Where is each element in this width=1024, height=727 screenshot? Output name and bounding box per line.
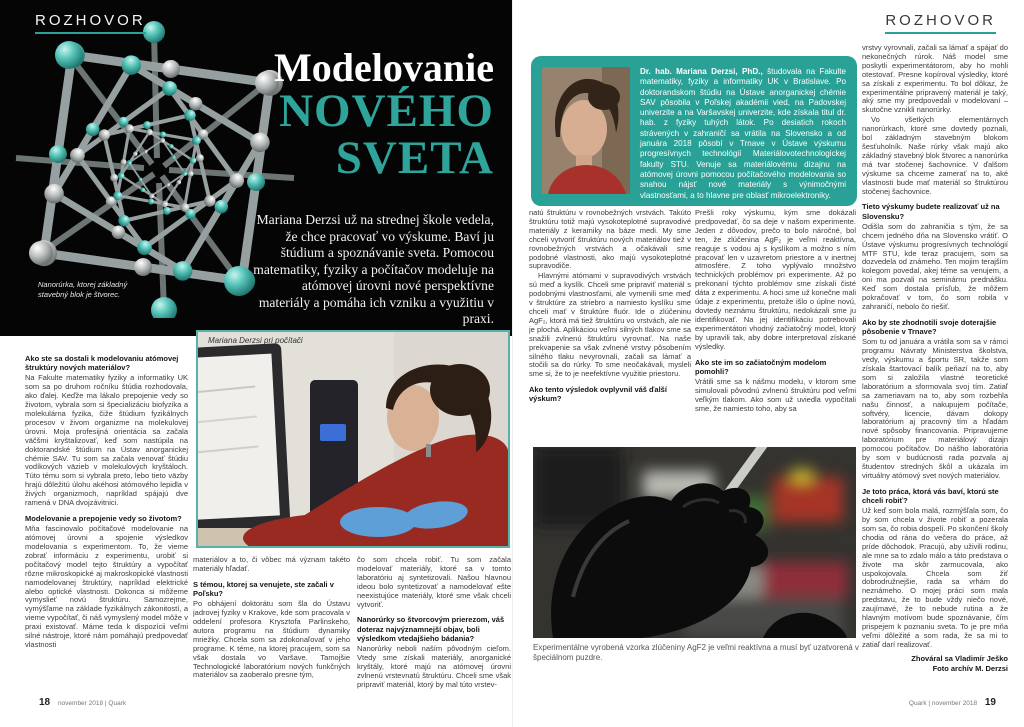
question: S témou, ktorej sa venujete, ste začali v Poľsku? <box>193 579 334 599</box>
byline-author: Zhováral sa Vladimír Ješko <box>911 653 1008 663</box>
bio-photo <box>542 67 630 194</box>
bio-description: študovala na Fakulte matematiky, fyziky a informatiky UK v Bratislave. Po doktorandskom štúdiu na Ústave anorganickej chémie SAV pôsobila v Poľskej akadémii vied, na Padovskej univerzite a na Varšavskej univerzite, kde získala titul dr. hab. z fyziky tuhých látok. Po desiatich rokoch strávených v zahraničí sa vrátila na Slovensko a od januára 2018 pôsobí v Trnave v Ústave výskumu progresívnych technológií Materiálovotechnologickej fakulty STU. Venuje sa materiálovému dizajnu na atómovej úrovni pomocou počítačového modelovania so snahou nájsť nové materiály s výnimočnými vlastnosťami, a to hlavne pre oblasť mikroelektroniky. <box>640 67 846 200</box>
answer: Vo všetkých elementárnych nanorúrkach, ktoré sme dovtedy poznali, bol základným stavebným blokom šesťuholník. Naše rúrky však majú ako základný stavebný blok štvorec a nanorúrka má tvar stočenej šachovnice. V ďalšom výskume sa chceme zamerať na to, aké vlastnosti bude mať materiál so štruktúrou stočenej šachovnice. <box>862 115 1008 196</box>
article-title-line3: SVETA <box>335 132 494 184</box>
question: Ako by ste zhodnotili svoje doterajšie pôsobenie v Trnave? <box>862 317 997 337</box>
question: Ako ste sa dostali k modelovaniu atómovej štruktúry nových materiálov? <box>25 354 179 373</box>
question: Tieto výskumy budete realizovať už na Slovensku? <box>862 202 1000 221</box>
question: Ako tento výsledok ovplyvnil váš ďalší výskum? <box>529 385 667 404</box>
answer: Na Fakulte matematiky fyziky a informatiky UK som sa po druhom ročníku štúdia rozhodovala, ako ďalej. Keďže ma lákalo prepojenie vedy so životom, vybrala som si špecializáciu biofyzika a molekulárna fyzika, čiže štúdium fyzikálnych procesov v živom organizme na molekulovej úrovni. Moja profesijná orientácia sa začala väčšmi kryštalizovať, keď som nastúpila na doktorandské štúdium na Ústav anorganickej chémie SAV. Tu som sa začala venovať štúdiu vodíkových väzieb v molekulových kryštáloch. Túto tému som si vybrala preto, lebo tieto väzby hrajú dôležitú úlohu akéhosi atómového lepidla v živých organizmoch, napríklad spájajú dve ramená v DNA dvojzávitnici. <box>25 373 188 508</box>
footer-text-left: november 2018 | Quark <box>57 700 127 707</box>
article-title-line2: NOVÉHO <box>279 85 494 137</box>
answer: Hlavnými atómami v supravodivých vrstvách sú meď a kyslík. Chceli sme pripraviť materiál s podobnými vlastnosťami, ale vymenili sme meď v štruktúre za striebro a namiesto kyslíku sme chceli mať v štruktúre fluór. Ide o zlúčeninu AgF₂, ktorá má tiež štruktúru vo vrstvách, ale nie je plochá. Aplikáciou veľmi silných tlakov sme sa snažili zvlnenú štruktúru vyrovnať. Na naše prekvapenie sa však zvlnené vrstvy pôsobením silného tlaku nevyrovnali, začali sa lámať a stočili sa do rúrky. To sme neočakávali, mysleli sme si, že to je neefektívne využitie priestoru. <box>529 271 691 379</box>
left-column-2 <box>193 556 350 696</box>
answer-continued: materiálov a to, či vôbec má význam takéto materiály hľadať. <box>193 556 350 573</box>
article-title <box>274 45 494 184</box>
section-kicker-left: ROZHOVOR <box>35 12 146 34</box>
question: Nanorúrky so štvorcovým prierezom, váš doteraz najvýznamnejší objav, boli výsledkom vtedajšieho bádania? <box>357 615 505 643</box>
answer-continued: natú štruktúru v rovnobežných vrstvách. Takúto štruktúru totiž majú vysokoteplotné supravodivé materiály z keramiky na báze medi. My sme chceli vytvoriť štruktúru nových materiálov tiež v rovnobežných vrstvách a očakávali sme podobné vlastnosti, ako majú vysokoteplotné supravodiče. <box>529 209 691 271</box>
photo-gloved-hand-sample <box>533 447 856 638</box>
photo-gloved-hand-caption: Experimentálne vyrobená vzorka zlúčeniny AgF2 je veľmi reaktívna a musí byť uzatvorená v špeciálnom puzdre. <box>533 643 859 662</box>
answer: Odišla som do zahraničia s tým, že sa chcem jedného dňa na Slovensko vrátiť. O Ústave výskumu progresívnych technológií MTF STU, kde teraz pracujem, som sa dozvedela od známeho. Ten mojim terajším kolegom povedal, akej téme sa venujem, a oni ma pozvali na seminárnu prednášku. Keď som dostala prísľub, že môžem pokračovať v tom, čo som robila v zahraničí, nebolo čo riešiť. <box>862 221 1008 311</box>
left-column-3 <box>357 556 511 696</box>
photo-mariana-computer <box>196 330 510 548</box>
answer: Vrátili sme sa k nášmu modelu, v ktorom sme simulovali pôvodnú zvlnenú štruktúru pod veľmi veľkým tlakom. Ako som už uviedla vypočítali sme, že namiesto toho, aby sa <box>695 376 856 413</box>
answer: Nanorúrky neboli naším pôvodným cieľom. Vtedy sme získali materiály, anorganické kryštály, ktoré majú na atómovej úrovni zvlnenú vrstevnatú štruktúru. Chceli sme však pripraviť materiál, ktorý by mal túto vrstev- <box>357 644 511 689</box>
section-kicker-right: ROZHOVOR <box>885 12 996 34</box>
page-right <box>512 0 1024 727</box>
right-column-3 <box>862 44 1008 696</box>
page-number-right: 19 <box>984 697 996 708</box>
bio-portrait-image <box>542 67 630 194</box>
left-column-1 <box>25 354 188 694</box>
page-number-left: 18 <box>39 697 51 708</box>
answer: Prešli roky výskumu, kým sme dokázali predpovedať, čo sa deje v našom experimente. Jeden z dôvodov, prečo to bolo náročné, bol ten, že zlúčenina AgF₂ je veľmi reaktívna, reaguje s vodou aj s kyslíkom a možno s ním pracovať len v uzavretom priestore a v inertnej atmosfére. Z toho vyplývalo množstvo technických problémov pri experimente. Až po prekonaní týchto problémov sme získali čisté dáta z experimentu. A hoci sme už konečne mali údaje z experimentu, pretože išlo o úplne novú, dovtedy neznámu štruktúru, nedokázali sme ju identifikovať. Na jej identifikáciu potrebovali experimentátori vhodný začiatočný model, ktorý by upravili tak, aby dobre interpretoval získané výsledky. <box>695 209 856 351</box>
hero-black-panel <box>0 0 512 336</box>
article-lede: Mariana Derzsi už na strednej škole vedela, že chce pracovať vo výskume. Baví ju štúdium a spoznávanie sveta. Pomocou matematiky, fyziky a počítačov modeluje na atómovej úrovni nové perspektívne materiály a pomáha ich vzniku a využitiu v praxi. <box>253 212 494 327</box>
bio-text <box>640 67 846 200</box>
photo-mariana-computer-image <box>198 332 508 546</box>
byline-photo-credit: Foto archív M. Derzsi <box>932 663 1008 673</box>
question: Ako ste im so začiatočným modelom pomohli? <box>695 357 827 376</box>
footer-right <box>909 697 1002 708</box>
article-title-line1: Modelovanie <box>274 45 494 90</box>
bio-name: Dr. hab. Mariana Derzsi, PhD., <box>640 67 763 76</box>
question: Je toto práca, ktorá vás baví, ktorú ste chceli robiť? <box>862 486 999 505</box>
answer: Už keď som bola malá, rozmýšľala som, čo by som chcela v živote robiť a pozerala som sa, čo robia dospelí. Po skončení školy chodia od rána do večera do práce, až príde dôchodok. Pracujú, aby uživili rodinu, ale mne sa to zdalo málo a táto predstava o živote ma skôr zarmucovala, ako uspokojovala. Chcela som žiť dobrodružnejšie, rada sa vrhám do neznámeho. O mojej práci som mala predstavu, že to bude vždy niečo nové, zaujímavé, že to nebude rutina a že hlavným motívom bude spoznávanie, čím prispejem k poznaniu sveta. To je pre mňa veľmi dôležité a som rada, že sa mi to zatiaľ darí realizovať. <box>862 506 1008 649</box>
answer: Mňa fascinovalo počítačové modelovanie na atómovej úrovni a spojenie výsledkov modelovania s experimentom. To, že vieme zobrať informáciu z experimentu, urobiť si počítačový model tejto štruktúry a vypočítať rôzne mikroskopické aj makroskopické vlastnosti namodelovanej štruktúry, napríklad elektrické alebo optické vlastnosti. Dokonca si môžeme vymyslieť novú štruktúru. Samozrejme, vymýšľame na základe fyzikálnych zákonitostí, a vieme vypočítať, či náš vymyslený model môže v praxi existovať. Máme teda k dispozícii veľmi silné nástroje, ktoré nám pomáhajú predpovedať vlastnosti <box>25 524 188 649</box>
right-column-2 <box>695 209 856 449</box>
bio-box <box>531 56 857 206</box>
nanotube-caption: Nanorúrka, ktorej základný stavebný blok je štvorec. <box>38 280 128 299</box>
answer: Po obhájení doktorátu som šla do Ústavu jadrovej fyziky v Krakove, kde som pracovala v oddelení profesora Krysztofa Parlinskeho, autora programu na štúdium dynamiky mriežky. Chcela som sa zdokonaľovať v jeho programe. K téme, na ktorej pracujem, som sa však dostala vo Varšave. Tamojšie Technologické laboratórium nových funkčných materiálov sa zaoberalo presne tým, <box>193 599 350 680</box>
answer-continued: čo som chcela robiť. Tu som začala modelovať materiály, ktoré sa v tomto laboratóriu aj syntetizovali. Našou hlavnou ideou bolo syntetizovať a namodelovať ešte neexistujúce materiály, ktoré sme však chceli vytvoriť. <box>357 556 511 609</box>
right-column-1 <box>529 209 691 449</box>
photo-gloved-hand-image <box>533 447 856 638</box>
answer: Som tu od januára a vrátila som sa v rámci programu Návraty Ministerstva školstva, vedy, výskumu a športu SR, takže som získala štartovací balík peňazí na to, aby som si založila vlastné teoretické laboratórium a sformovala svoj tím. Zatiaľ sa zameriavam na to, aby som rozbehla našu činnosť, a nakupujem počítače, softvéry, licencie, dávam dokopy laboratórium aj pracovný tím a hľadám nové spôsoby financovania. Pripravujeme laboratórium pre materiálový dizajn pomocou počítačov. Do nášho laboratória by som v budúcnosti rada pozvala aj študentov stredných škôl a ukázala im virtuálny atómový svet nových materiálov. <box>862 337 1008 480</box>
answer-continued: vrstvy vyrovnali, začali sa lámať a spájať do nekonečných rúrok. Náš model sme poskytli experimentátorom, aby ho mohli otestovať. Presne kopíroval výsledky, ktoré sa získali z experimentu. To bol dôkaz, že experimentálne pripravený materiál je taký, aký sme my predpovedali v modelovaní – skutočne vznikli nanorúrky. <box>862 44 1008 115</box>
question: Modelovanie a prepojenie vedy so životom? <box>25 514 182 523</box>
footer-text-right: Quark | november 2018 <box>908 700 978 707</box>
photo-mariana-caption: Mariana Derzsi pri počítači <box>208 336 303 345</box>
footer-left <box>33 697 126 708</box>
